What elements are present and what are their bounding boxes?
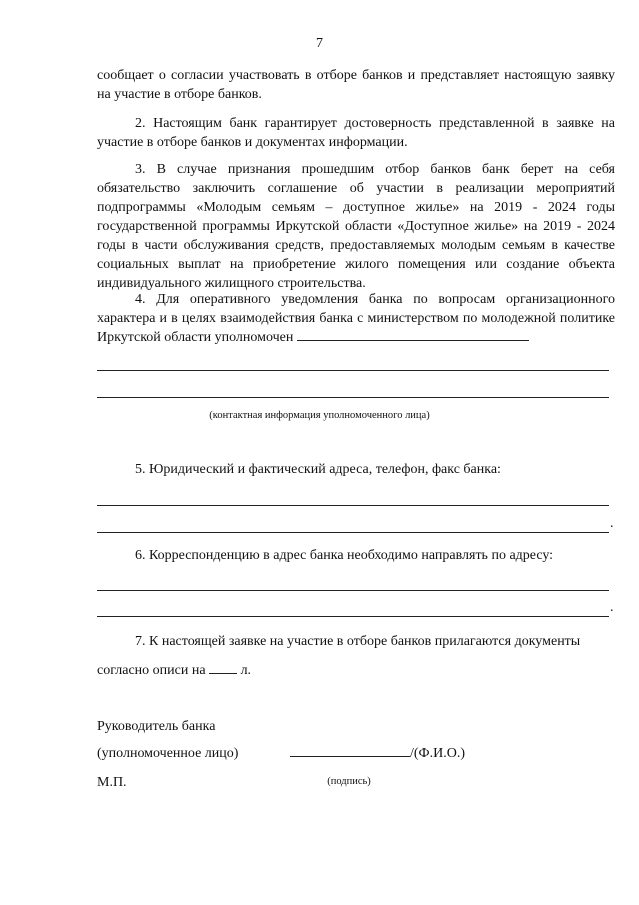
paragraph-4-text: 4. Для оперативного уведомления банка по вопросам организационного характера и в целях взаимодействия банка с министерством по молодежной политике Иркутской области уполномочен — [97, 292, 615, 345]
signature-authorized-label: (уполномоченное лицо) — [97, 746, 239, 761]
correspondence-line-end-dot: . — [610, 600, 614, 615]
authorized-person-field[interactable] — [297, 328, 529, 341]
stamp-label: М.П. — [97, 775, 127, 790]
signature-field[interactable] — [290, 744, 410, 757]
paragraph-6: 6. Корреспонденцию в адрес банка необходимо направлять по адресу: — [135, 548, 554, 563]
correspondence-line-1[interactable] — [97, 590, 609, 591]
paragraph-4 — [97, 290, 615, 347]
signature-fio-label: /(Ф.И.О.) — [410, 746, 465, 761]
paragraph-7: 7. К настоящей заявке на участие в отборе банков прилагаются документы — [135, 634, 581, 649]
paragraph-5: 5. Юридический и фактический адреса, телефон, факс банка: — [135, 462, 501, 477]
signature-head-label: Руководитель банка — [97, 719, 216, 734]
address-line-end-dot: . — [610, 516, 614, 531]
pages-count-field[interactable] — [209, 661, 237, 674]
correspondence-line-2[interactable] — [97, 616, 609, 617]
signature-caption: (подпись) — [327, 776, 371, 787]
pages-prefix: согласно описи на — [97, 663, 206, 678]
contact-line-2[interactable] — [97, 397, 609, 398]
paragraph-3: 3. В случае признания прошедшим отбор банков банк берет на себя обязательство заключить соглашение об участии в реализации мероприятий подпрограммы «Молодым семьям – доступное жилье» на 2019 - 2024 годы государственной программы Иркутской области «Доступное жилье» на 2019 - 2024 годы в части обслуживания средств, предоставляемых молодым семьям в качестве социальных выплат на приобретение жилого помещения или создание объекта индивидуального жилищного строительства. — [97, 162, 615, 291]
address-line-1[interactable] — [97, 505, 609, 506]
paragraph-continuation: сообщает о согласии участвовать в отборе банков и представляет настоящую заявку на участие в отборе банков. — [97, 68, 615, 102]
contact-caption: (контактная информация уполномоченного лица) — [209, 410, 430, 421]
paragraph-2: 2. Настоящим банк гарантирует достоверность представленной в заявке на участие в отборе банков и документах информации. — [97, 116, 615, 150]
contact-line-1[interactable] — [97, 370, 609, 371]
page-number: 7 — [316, 36, 323, 51]
pages-suffix: л. — [240, 663, 252, 678]
signature-field-row — [290, 744, 465, 763]
paragraph-7-line-2 — [97, 661, 251, 680]
address-line-2[interactable] — [97, 532, 609, 533]
